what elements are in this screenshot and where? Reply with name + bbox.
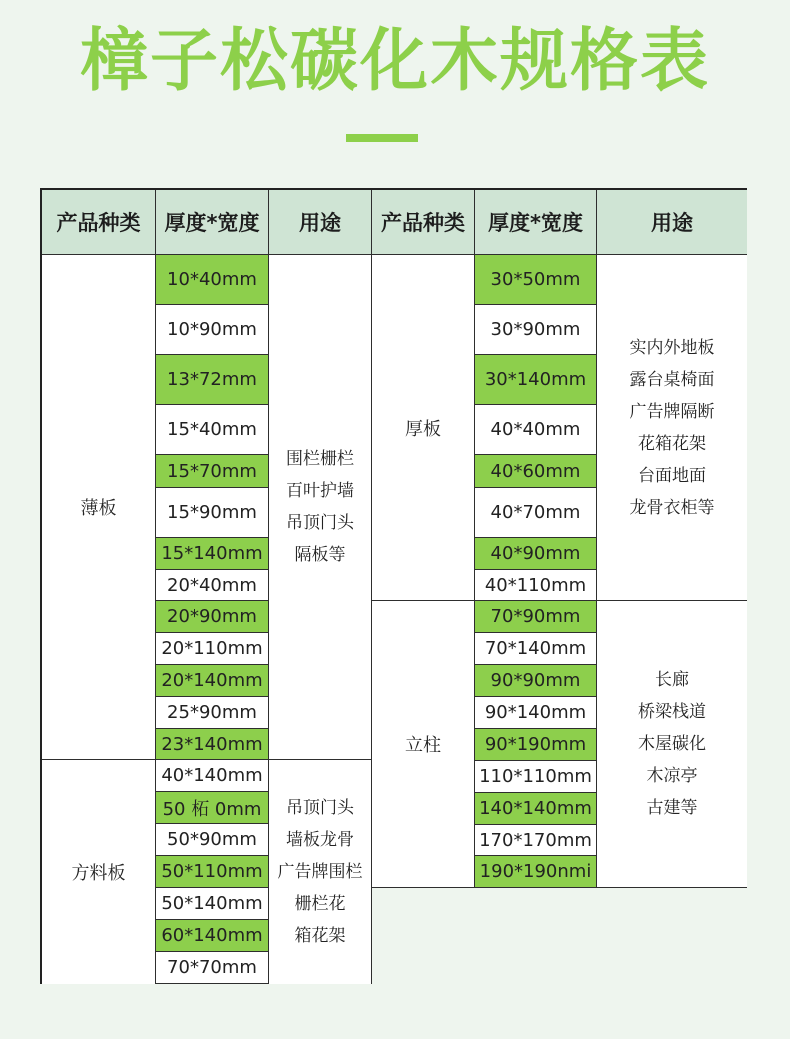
category-post: 立柱 — [372, 601, 475, 888]
size-cell-thick: 40*90mm — [475, 538, 597, 570]
size-cell-thick: 30*90mm — [475, 305, 597, 355]
size-cell-post: 90*190mm — [475, 729, 597, 761]
size-cell-post: 110*110mm — [475, 761, 597, 793]
size-cell-post: 70*140mm — [475, 633, 597, 665]
size-cell-square: 40*140mm — [156, 760, 269, 792]
size-cell-thin: 20*140mm — [156, 665, 269, 697]
size-cell-thin: 20*40mm — [156, 570, 269, 601]
size-cell-post: 90*140mm — [475, 697, 597, 729]
category-square-board: 方料板 — [42, 760, 156, 984]
size-cell-post: 190*190nmi — [475, 856, 597, 888]
category-thin-board: 薄板 — [42, 255, 156, 760]
size-cell-square: 50 柘 0mm — [156, 792, 269, 824]
size-cell-thick: 30*50mm — [475, 255, 597, 305]
size-cell-square: 50*90mm — [156, 824, 269, 856]
size-cell-thick: 30*140mm — [475, 355, 597, 405]
size-cell-post: 140*140mm — [475, 793, 597, 825]
size-cell-thick: 40*60mm — [475, 455, 597, 488]
size-cell-post: 70*90mm — [475, 601, 597, 633]
size-cell-thin: 20*90mm — [156, 601, 269, 633]
header-size: 厚度*宽度 — [156, 190, 269, 255]
empty-area — [372, 888, 747, 984]
size-cell-square: 60*140mm — [156, 920, 269, 952]
usage-thick-board: 实内外地板 露台桌椅面 广告牌隔断 花箱花架 台面地面 龙骨衣柜等 — [597, 255, 747, 601]
page-title: 樟子松碳化木规格表 — [79, 22, 710, 101]
size-cell-thin: 15*70mm — [156, 455, 269, 488]
usage-square-board: 吊顶门头 墙板龙骨 广告牌围栏 栅栏花 箱花架 — [269, 760, 372, 984]
usage-post: 长廊 桥梁栈道 木屋碳化 木凉亭 古建等 — [597, 601, 747, 888]
category-thick-board: 厚板 — [372, 255, 475, 601]
header-usage: 用途 — [269, 190, 372, 255]
size-cell-thin: 25*90mm — [156, 697, 269, 729]
size-cell-thick: 40*70mm — [475, 488, 597, 538]
size-cell-square: 50*110mm — [156, 856, 269, 888]
header-usage-2: 用途 — [597, 190, 747, 255]
size-cell-thin: 10*40mm — [156, 255, 269, 305]
size-cell-post: 90*90mm — [475, 665, 597, 697]
size-cell-post: 170*170mm — [475, 825, 597, 856]
size-cell-thin: 15*40mm — [156, 405, 269, 455]
spec-table — [40, 188, 747, 984]
size-cell-thin: 10*90mm — [156, 305, 269, 355]
size-cell-square: 70*70mm — [156, 952, 269, 984]
title-underline — [346, 134, 418, 142]
size-cell-thick: 40*110mm — [475, 570, 597, 601]
header-size-2: 厚度*宽度 — [475, 190, 597, 255]
size-cell-thin: 20*110mm — [156, 633, 269, 665]
size-cell-thick: 40*40mm — [475, 405, 597, 455]
size-cell-thin: 15*90mm — [156, 488, 269, 538]
usage-thin-board: 围栏栅栏 百叶护墙 吊顶门头 隔板等 — [269, 255, 372, 760]
header-category: 产品种类 — [42, 190, 156, 255]
size-cell-thin: 23*140mm — [156, 729, 269, 760]
size-cell-square: 50*140mm — [156, 888, 269, 920]
header-category-2: 产品种类 — [372, 190, 475, 255]
size-cell-thin: 15*140mm — [156, 538, 269, 570]
size-cell-thin: 13*72mm — [156, 355, 269, 405]
